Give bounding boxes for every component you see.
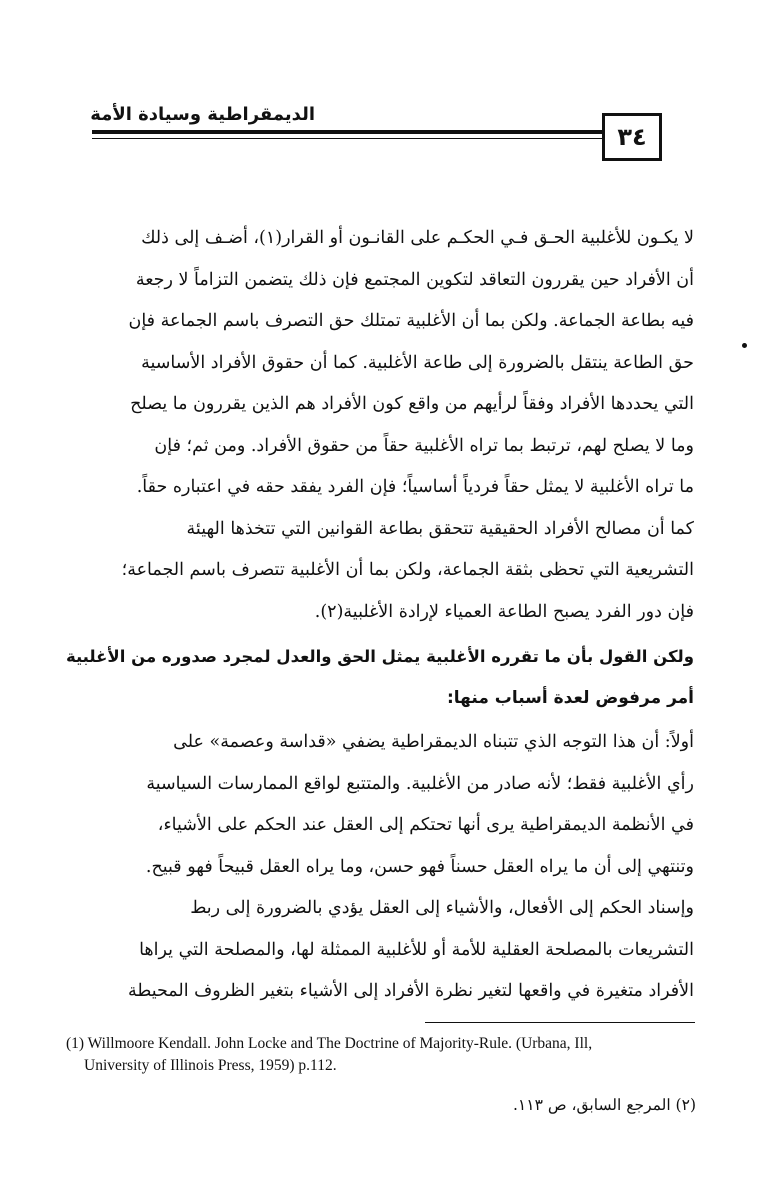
running-header-title: الديمقراطية وسيادة الأمة	[90, 104, 315, 125]
text-line: أولاً: أن هذا التوجه الذي تتبناه الديمقراطية يضفي «قداسة وعصمة» على	[173, 732, 694, 752]
header-rule-thick	[92, 130, 602, 134]
paragraph-bold	[64, 636, 694, 719]
bold-text-line: أمر مرفوض لعدة أسباب منها:	[446, 687, 694, 708]
paragraph-2	[64, 722, 694, 1013]
footnote-2: (٢) المرجع السابق، ص ١١٣.	[512, 1096, 696, 1114]
footnote-separator	[425, 1022, 695, 1023]
text-line: التي يحددها الأفراد وفقاً لرأيهم من واقع كون الأفراد هم الذين يقررون ما يصلح	[130, 394, 694, 414]
text-line: حق الطاعة ينتقل بالضرورة إلى طاعة الأغلبية. كما أن حقوق الأفراد الأساسية	[141, 352, 694, 373]
text-line: الأفراد متغيرة في واقعها لتغير نظرة الأفراد إلى الأشياء بتغير الظروف المحيطة	[127, 981, 694, 1001]
text-line: التشريعات بالمصلحة العقلية للأمة أو للأغلبية الممثلة لها، والمصلحة التي يراها	[139, 939, 694, 960]
footnote-1-line-2: University of Illinois Press, 1959) p.112.	[84, 1057, 337, 1074]
margin-mark	[742, 343, 747, 348]
text-line: التشريعية التي تحظى بثقة الجماعة، ولكن بما أن الأغلبية تتصرف باسم الجماعة؛	[121, 560, 694, 580]
footnote-1-line-1: (1) Willmoore Kendall. John Locke and The Doctrine of Majority-Rule. (Urbana, Ill,	[66, 1035, 593, 1052]
text-line: ما تراه الأغلبية لا يمثل حقاً فردياً أساسياً؛ فإن الفرد يفقد حقه في اعتباره حقاً.	[136, 477, 694, 497]
text-line: في الأنظمة الديمقراطية يرى أنها تحتكم إلى العقل عند الحكم على الأشياء،	[157, 815, 694, 835]
text-line: فإن دور الفرد يصبح الطاعة العمياء لإرادة الأغلبية(٢).	[314, 601, 694, 622]
text-line: وما لا يصلح لهم، ترتبط بما تراه الأغلبية حقاً من حقوق الأفراد. ومن ثم؛ فإن	[154, 435, 694, 456]
text-line: كما أن مصالح الأفراد الحقيقية تتحقق بطاعة القوانين التي تتخذها الهيئة	[186, 518, 694, 539]
text-line: لا يكـون للأغلبية الحـق فـي الحكـم على القانـون أو القرار(١)، أضـف إلى ذلك	[141, 228, 694, 248]
text-line: وإسناد الحكم إلى الأفعال، والأشياء إلى العقل يؤدي بالضرورة إلى ربط	[190, 898, 694, 918]
bold-text-line: ولكن القول بأن ما تقرره الأغلبية يمثل الحق والعدل لمجرد صدوره من الأغلبية	[65, 647, 694, 666]
text-line: وتنتهي إلى أن ما يراه العقل حسناً فهو حسن، وما يراه العقل قبيحاً فهو قبيح.	[145, 856, 694, 877]
paragraph-1	[64, 218, 694, 633]
page-number	[602, 113, 662, 161]
footnote-1	[66, 1033, 696, 1077]
text-line: رأي الأغلبية فقط؛ لأنه صادر من الأغلبية. والمتتبع لواقع الممارسات السياسية	[146, 773, 694, 794]
header-rule-thin	[92, 138, 602, 139]
text-line: أن الأفراد حين يقررون التعاقد لتكوين المجتمع فإن ذلك يتضمن التزاماً لا رجعة	[135, 269, 694, 290]
page-number-text: ٣٤	[617, 123, 647, 151]
text-line: فيه بطاعة الجماعة. ولكن بما أن الأغلبية تمتلك حق التصرف باسم الجماعة فإن	[128, 311, 694, 331]
